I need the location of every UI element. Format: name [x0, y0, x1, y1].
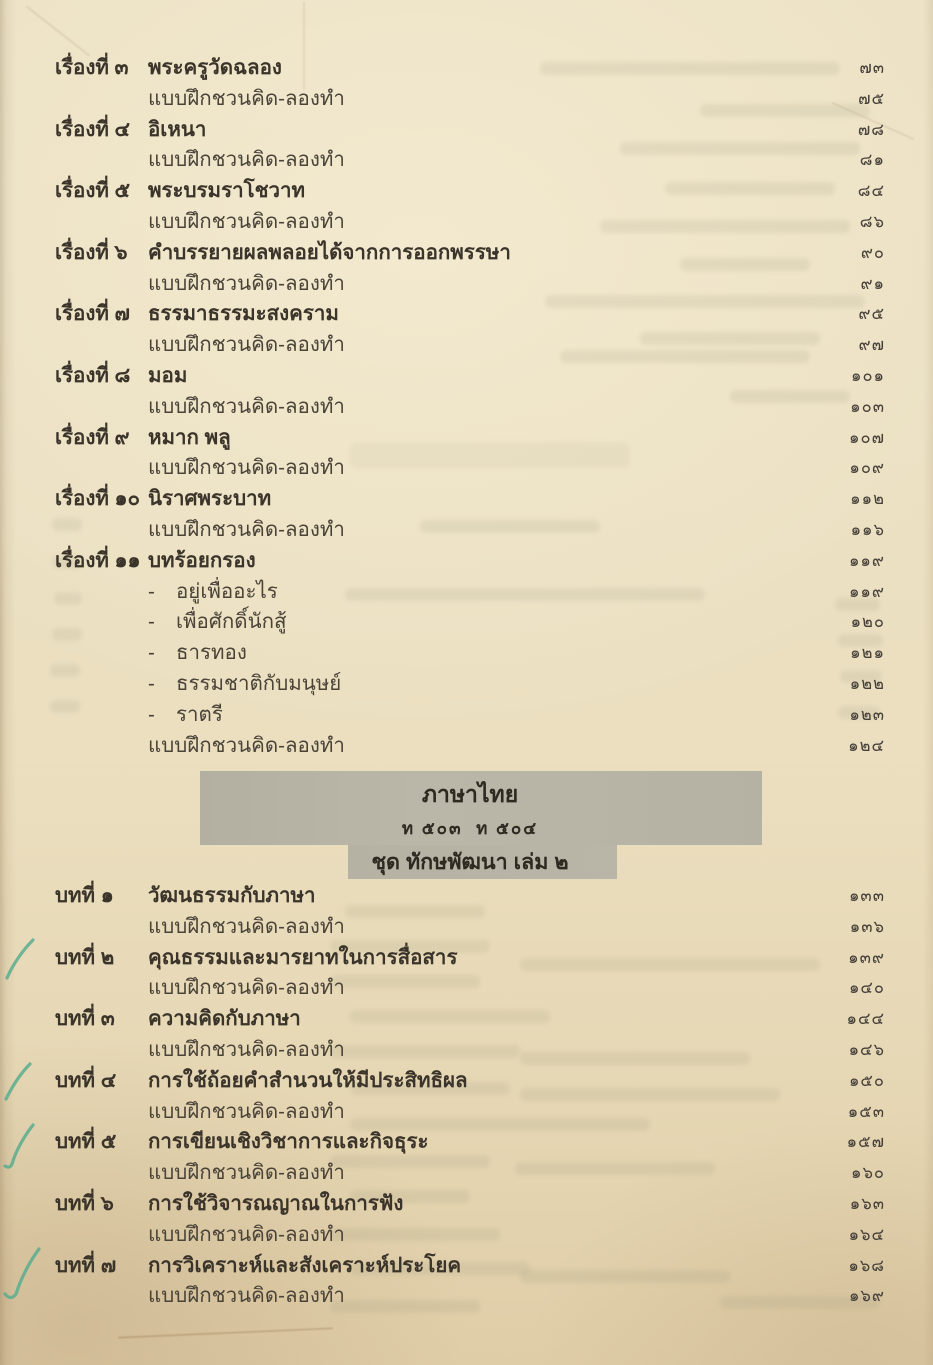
toc-part1	[55, 56, 885, 764]
entry-title: ธรรมชาติกับมนุษย์	[176, 671, 342, 695]
toc-row	[55, 1007, 885, 1038]
toc-row	[55, 487, 885, 518]
series-volume-title: ชุด ทักษพัฒนา เล่ม ๒	[371, 850, 569, 874]
page-number: ๙๑	[860, 274, 885, 293]
toc-row	[55, 241, 885, 272]
page-number: ๑๖๐	[850, 1164, 885, 1183]
entry-title: พระครูวัดฉลอง	[148, 56, 282, 79]
entry-title: แบบฝึกชวนคิด-ลองทำ	[148, 1099, 345, 1123]
entry-title: การเขียนเชิงวิชาการและกิจธุระ	[148, 1130, 429, 1154]
page-number: ๘๔	[857, 182, 885, 201]
toc-row	[55, 672, 885, 703]
list-dash: -	[148, 641, 155, 665]
entry-title: แบบฝึกชวนคิด-ลองทำ	[148, 456, 345, 480]
page-number: ๙๐	[860, 243, 885, 262]
entry-title: คุณธรรมและมารยาทในการสื่อสาร	[148, 945, 458, 969]
entry-number-label: เรื่องที่ ๑๑	[55, 548, 141, 572]
entry-title: การวิเคราะห์และสังเคราะห์ประโยค	[148, 1253, 462, 1277]
page-number: ๑๓๓	[848, 887, 885, 905]
entry-number-label: บทที่ ๒	[55, 945, 115, 969]
series-subject-title: ภาษาไทย	[421, 781, 519, 807]
entry-title: การใช้ถ้อยคำสำนวนให้มีประสิทธิผล	[148, 1068, 468, 1092]
toc-row	[55, 148, 885, 179]
toc-row	[55, 1192, 885, 1223]
page-number: ๙๗	[858, 336, 885, 355]
entry-title: มอม	[148, 363, 188, 387]
page-number: ๑๐๓	[850, 397, 885, 416]
entry-number-label: เรื่องที่ ๗	[55, 302, 130, 326]
toc-row	[55, 210, 885, 241]
entry-title: หมาก พลู	[148, 425, 231, 449]
toc-row	[55, 395, 885, 426]
toc-row	[55, 426, 885, 457]
page-number: ๑๕๐	[848, 1071, 885, 1090]
toc-part2	[55, 884, 885, 1315]
entry-title: ความคิดกับภาษา	[148, 1007, 301, 1031]
entry-number-label: เรื่องที่ ๙	[55, 425, 130, 449]
page-number: ๑๓๖	[849, 917, 885, 936]
toc-row	[55, 734, 885, 765]
list-dash: -	[148, 579, 155, 603]
page-number: ๑๕๗	[846, 1133, 885, 1152]
page-number: ๑๒๓	[849, 705, 885, 724]
entry-title: แบบฝึกชวนคิด-ลองทำ	[148, 1222, 345, 1246]
entry-title: เพื่อศักดิ์นักสู้	[176, 610, 287, 634]
entry-title: แบบฝึกชวนคิด-ลองทำ	[148, 86, 345, 110]
page-number: ๑๖๘	[848, 1256, 885, 1275]
entry-title: ราตรี	[176, 702, 223, 726]
page-number: ๑๔๔	[846, 1010, 885, 1029]
entry-number-label: เรื่องที่ ๔	[55, 117, 131, 141]
page-number: ๑๖๔	[848, 1225, 885, 1244]
toc-row	[55, 1100, 885, 1131]
entry-number-label: บทที่ ๔	[55, 1068, 117, 1092]
page-number: ๑๒๒	[849, 674, 885, 693]
page-number: ๑๑๙	[848, 582, 885, 601]
page-number: ๑๓๙	[848, 948, 885, 967]
toc-row	[55, 580, 885, 611]
entry-number-label: บทที่ ๑	[55, 884, 114, 907]
paper-crease	[118, 1327, 333, 1338]
toc-row	[55, 1284, 885, 1315]
page-number: ๑๔๖	[848, 1040, 885, 1059]
toc-row	[55, 641, 885, 672]
page-number: ๑๐๗	[849, 428, 885, 447]
series-course-codes: ท ๕๐๓ ท ๕๐๔	[401, 819, 539, 838]
entry-title: อิเหนา	[148, 117, 207, 141]
entry-number-label: เรื่องที่ ๓	[55, 56, 129, 79]
toc-row	[55, 272, 885, 303]
page-number: ๑๕๓	[847, 1102, 885, 1121]
entry-title: แบบฝึกชวนคิด-ลองทำ	[148, 209, 345, 233]
entry-title: แบบฝึกชวนคิด-ลองทำ	[148, 1161, 345, 1185]
entry-number-label: เรื่องที่ ๕	[55, 179, 131, 203]
toc-row	[55, 1130, 885, 1161]
page-number: ๑๑๖	[850, 520, 885, 539]
page-number: ๑๒๐	[850, 613, 885, 632]
entry-title: แบบฝึกชวนคิด-ลองทำ	[148, 733, 345, 757]
entry-number-label: บทที่ ๖	[55, 1191, 114, 1215]
entry-title: พระบรมราโชวาท	[148, 179, 306, 203]
toc-row	[55, 56, 885, 87]
toc-row	[55, 915, 885, 946]
toc-row	[55, 179, 885, 210]
toc-row	[55, 1223, 885, 1254]
entry-title: แบบฝึกชวนคิด-ลองทำ	[148, 976, 345, 1000]
entry-title: แบบฝึกชวนคิด-ลองทำ	[148, 914, 345, 938]
page-number: ๑๖๓	[849, 1194, 885, 1213]
handwritten-checkmark	[3, 1122, 45, 1176]
page-number: ๑๐๑	[850, 366, 885, 385]
paper-crease	[26, 6, 90, 56]
toc-row	[55, 302, 885, 333]
toc-row	[55, 364, 885, 395]
entry-title: แบบฝึกชวนคิด-ลองทำ	[148, 1284, 345, 1308]
entry-title: ธรรมาธรรมะสงคราม	[148, 302, 339, 326]
entry-number-label: บทที่ ๗	[55, 1253, 117, 1277]
entry-title: ธารทอง	[176, 641, 247, 665]
toc-row	[55, 333, 885, 364]
page-number: ๑๒๔	[848, 736, 885, 755]
toc-row	[55, 1161, 885, 1192]
list-dash: -	[148, 702, 155, 726]
list-dash: -	[148, 610, 155, 634]
toc-row	[55, 456, 885, 487]
entry-title: การใช้วิจารณญาณในการฟัง	[148, 1191, 404, 1215]
entry-title: วัฒนธรรมกับภาษา	[148, 884, 316, 907]
handwritten-checkmark	[3, 938, 45, 992]
handwritten-checkmark	[3, 1246, 45, 1300]
entry-title: แบบฝึกชวนคิด-ลองทำ	[148, 517, 345, 541]
page-number: ๗๓	[859, 59, 885, 77]
page-number: ๗๕	[858, 89, 885, 108]
entry-number-label: เรื่องที่ ๖	[55, 240, 128, 264]
toc-row	[55, 518, 885, 549]
entry-title: แบบฝึกชวนคิด-ลองทำ	[148, 1037, 345, 1061]
entry-number-label: บทที่ ๓	[55, 1007, 115, 1031]
toc-row	[55, 1069, 885, 1100]
entry-title: แบบฝึกชวนคิด-ลองทำ	[148, 394, 345, 418]
page-number: ๑๑๙	[848, 551, 885, 570]
toc-row	[55, 976, 885, 1007]
toc-row	[55, 1254, 885, 1285]
entry-title: แบบฝึกชวนคิด-ลองทำ	[148, 148, 345, 172]
entry-title: บทร้อยกรอง	[148, 548, 256, 572]
list-dash: -	[148, 671, 155, 695]
page-number: ๑๖๙	[848, 1287, 885, 1306]
page-number: ๑๒๑	[850, 644, 885, 663]
toc-row	[55, 946, 885, 977]
entry-title: คำบรรยายผลพลอยได้จากการออกพรรษา	[148, 240, 511, 264]
page-number: ๙๕	[858, 305, 885, 324]
entry-number-label: บทที่ ๕	[55, 1130, 117, 1154]
toc-row	[55, 87, 885, 118]
page-number: ๘๖	[859, 212, 885, 231]
entry-number-label: เรื่องที่ ๑๐	[55, 487, 141, 511]
toc-row	[55, 1038, 885, 1069]
page-number: ๑๐๙	[849, 459, 885, 478]
entry-number-label: เรื่องที่ ๘	[55, 363, 131, 387]
page-number: ๑๑๒	[850, 490, 885, 509]
page-number: ๑๔๐	[848, 979, 885, 998]
toc-row	[55, 884, 885, 915]
toc-row	[55, 118, 885, 149]
handwritten-checkmark	[3, 1061, 45, 1115]
toc-row	[55, 703, 885, 734]
entry-title: อยู่เพื่ออะไร	[176, 579, 278, 603]
toc-row	[55, 610, 885, 641]
entry-title: แบบฝึกชวนคิด-ลองทำ	[148, 271, 345, 295]
entry-title: แบบฝึกชวนคิด-ลองทำ	[148, 333, 345, 357]
toc-row	[55, 549, 885, 580]
entry-title: นิราศพระบาท	[148, 487, 272, 511]
page-number: ๘๑	[859, 151, 885, 170]
page-number: ๗๘	[857, 120, 885, 139]
